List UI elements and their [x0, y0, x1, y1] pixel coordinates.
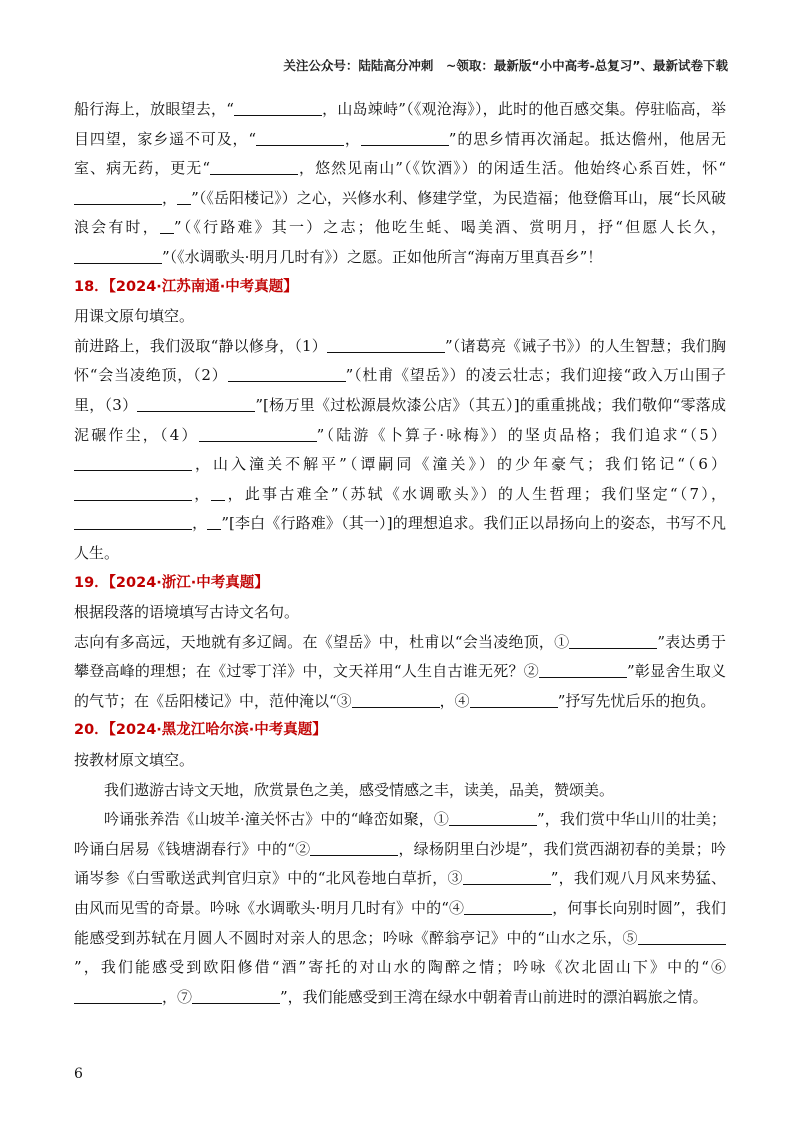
text-segment: ”（陆游《卜算子·咏梅》）的坚贞品格；我们追求“（5） — [316, 425, 727, 444]
text-segment: ，此事古难全”（苏轼《水调歌头》）的人生哲理；我们坚定“（7）， — [225, 484, 726, 503]
question-18-instruction: 用课文原句填空。 — [74, 307, 195, 326]
answer-blank[interactable] — [361, 129, 449, 146]
passage-17-continuation — [74, 95, 726, 273]
text-segment: ”（《行路难》其一）之志；他吃生蚝、喝美酒、赏明月，抒“但愿人长久， — [173, 218, 726, 237]
answer-blank[interactable] — [74, 513, 192, 530]
text-segment: ，山入潼关不解平”（谭嗣同《潼关》）的少年豪气；我们铭记“（6） — [192, 455, 726, 474]
answer-blank[interactable] — [310, 839, 398, 856]
text-segment: ”（诸葛亮《诫子书》）的人生智慧；我们胸怀“会当凌绝顶，（2） — [74, 336, 727, 385]
answer-blank[interactable] — [464, 898, 552, 915]
text-segment: ， — [344, 129, 361, 148]
text-segment: ”彰显舍生取义的气节；在《岳阳楼记》中，范仲淹以“③ — [74, 662, 727, 710]
text-segment: ， — [192, 514, 208, 533]
answer-blank[interactable] — [137, 395, 255, 412]
answer-blank[interactable] — [211, 484, 225, 501]
answer-blank[interactable] — [470, 691, 558, 708]
text-segment: ”（杜甫《望岳》）的凌云壮志；我们迎接“政入万山围子里，（3） — [74, 366, 726, 414]
answer-blank[interactable] — [638, 928, 726, 945]
text-segment: ”抒写先忧后乐的抱负。 — [557, 691, 716, 710]
text-segment: ，绿杨阴里白沙堤”，我们赏西湖初春的美景；吟诵岑参《白雪歌送武判官归京》中的“北风卷地白草折，③ — [74, 839, 727, 888]
question-19-title: 19．【2024·浙江·中考真题】 — [74, 574, 269, 591]
text-segment: ， — [192, 484, 212, 503]
text-segment: ， — [162, 188, 178, 207]
answer-blank[interactable] — [228, 365, 346, 382]
answer-blank[interactable] — [463, 868, 551, 885]
answer-blank[interactable] — [74, 484, 192, 501]
question-20-intro: 我们遨游古诗文天地，欣赏景色之美，感受情感之丰，读美，品美，赞颂美。 — [104, 780, 615, 799]
question-20-title: 20．【2024·黑龙江哈尔滨·中考真题】 — [74, 722, 327, 739]
answer-blank[interactable] — [539, 661, 627, 678]
answer-blank[interactable] — [74, 987, 162, 1004]
answer-blank[interactable] — [449, 809, 537, 826]
text-segment: ”，我们能感受到王湾在绿水中朝着青山前进时的漂泊羁旅之情。 — [280, 987, 708, 1006]
text-segment: ，④ — [439, 691, 470, 710]
answer-blank[interactable] — [210, 158, 298, 175]
text-segment: ”[杨万里《过松源晨炊漆公店》（其五）]的重重挑战；我们敬仰“零落成泥碾作尘，（4） — [74, 395, 727, 444]
answer-blank[interactable] — [234, 99, 322, 116]
text-segment: ”，我们观八月风来势猛、由风而见雪的奇景。吟咏《水调歌头·明月几时有》中的“④ — [74, 869, 727, 918]
question-19-instruction: 根据段落的语境填写古诗文名句。 — [74, 603, 300, 622]
text-segment: ，山岛竦峙”（《观沧海》），此时的他百感交集。停驻临高，举目四望，家乡遥不可及，“ — [74, 100, 726, 148]
text-segment: ”（《岳阳楼记》）之心，兴修水利、修建学堂，为民造福；他登儋耳山，展“长风破浪会有时， — [74, 188, 726, 237]
text-segment: ”[李白《行路难》（其一）]的理想追求。我们正以昂扬向上的姿态，书写不凡人生。 — [74, 514, 726, 562]
question-18-title: 18．【2024·江苏南通·中考真题】 — [74, 278, 298, 295]
text-segment: ”，我们能感受到欧阳修借“酒”寄托的对山水的陶醉之情；吟咏《次北固山下》中的“⑥ — [74, 958, 726, 977]
answer-blank[interactable] — [327, 336, 445, 353]
text-segment: 前进路上，我们汲取“静以修身，（1） — [74, 336, 327, 355]
answer-blank[interactable] — [177, 188, 191, 205]
answer-blank[interactable] — [352, 691, 440, 708]
text-segment: ”（《水调歌头·明月几时有》）之愿。正如他所言“海南万里真吾乡”！ — [162, 247, 603, 266]
answer-blank[interactable] — [74, 188, 162, 205]
text-segment: ，何事长向别时圆”，我们能感受到苏轼在月圆人不圆时对亲人的思念；吟咏《醉翁亭记》中的“山水之乐，⑤ — [74, 899, 726, 947]
answer-blank[interactable] — [207, 513, 221, 530]
answer-blank[interactable] — [199, 425, 317, 442]
text-segment: ”，我们赏中华山川的壮美；吟诵白居易《钱塘湖春行》中的“② — [74, 810, 726, 858]
text-segment: ，悠然见南山”（《饮酒》）的闲适生活。他始终心系百姓，怀“ — [298, 159, 727, 178]
text-segment: ”表达勇于攀登高峰的理想；在《过零丁洋》中，文天祥用“人生自古谁无死？② — [74, 632, 727, 681]
text-segment: ”的思乡情再次涌起。抵达儋州，他居无室、病无药，更无“ — [74, 129, 726, 178]
answer-blank[interactable] — [160, 217, 174, 234]
answer-blank[interactable] — [74, 247, 162, 264]
text-segment: 吟诵张养浩《山坡羊·潼关怀古》中的“峰峦如聚，① — [104, 810, 450, 829]
document-body — [74, 95, 726, 1012]
question-20-text — [74, 805, 726, 1012]
text-segment: 船行海上，放眼望去，“ — [74, 100, 234, 118]
text-segment: 志向有多高远，天地就有多辽阔。在《望岳》中，杜甫以“会当凌绝顶，① — [74, 632, 570, 651]
text-segment: ，⑦ — [162, 987, 193, 1006]
question-20-instruction: 按教材原文填空。 — [74, 751, 195, 770]
page-number: 6 — [74, 1066, 83, 1082]
answer-blank[interactable] — [74, 454, 192, 471]
page-header: 关注公众号：陆陆高分冲刺 ~领取：最新版“小中高考-总复习”、最新试卷下载 — [283, 58, 728, 73]
question-19-text — [74, 628, 726, 717]
answer-blank[interactable] — [192, 987, 280, 1004]
question-18-text — [74, 332, 726, 569]
answer-blank[interactable] — [256, 129, 344, 146]
answer-blank[interactable] — [569, 632, 657, 649]
